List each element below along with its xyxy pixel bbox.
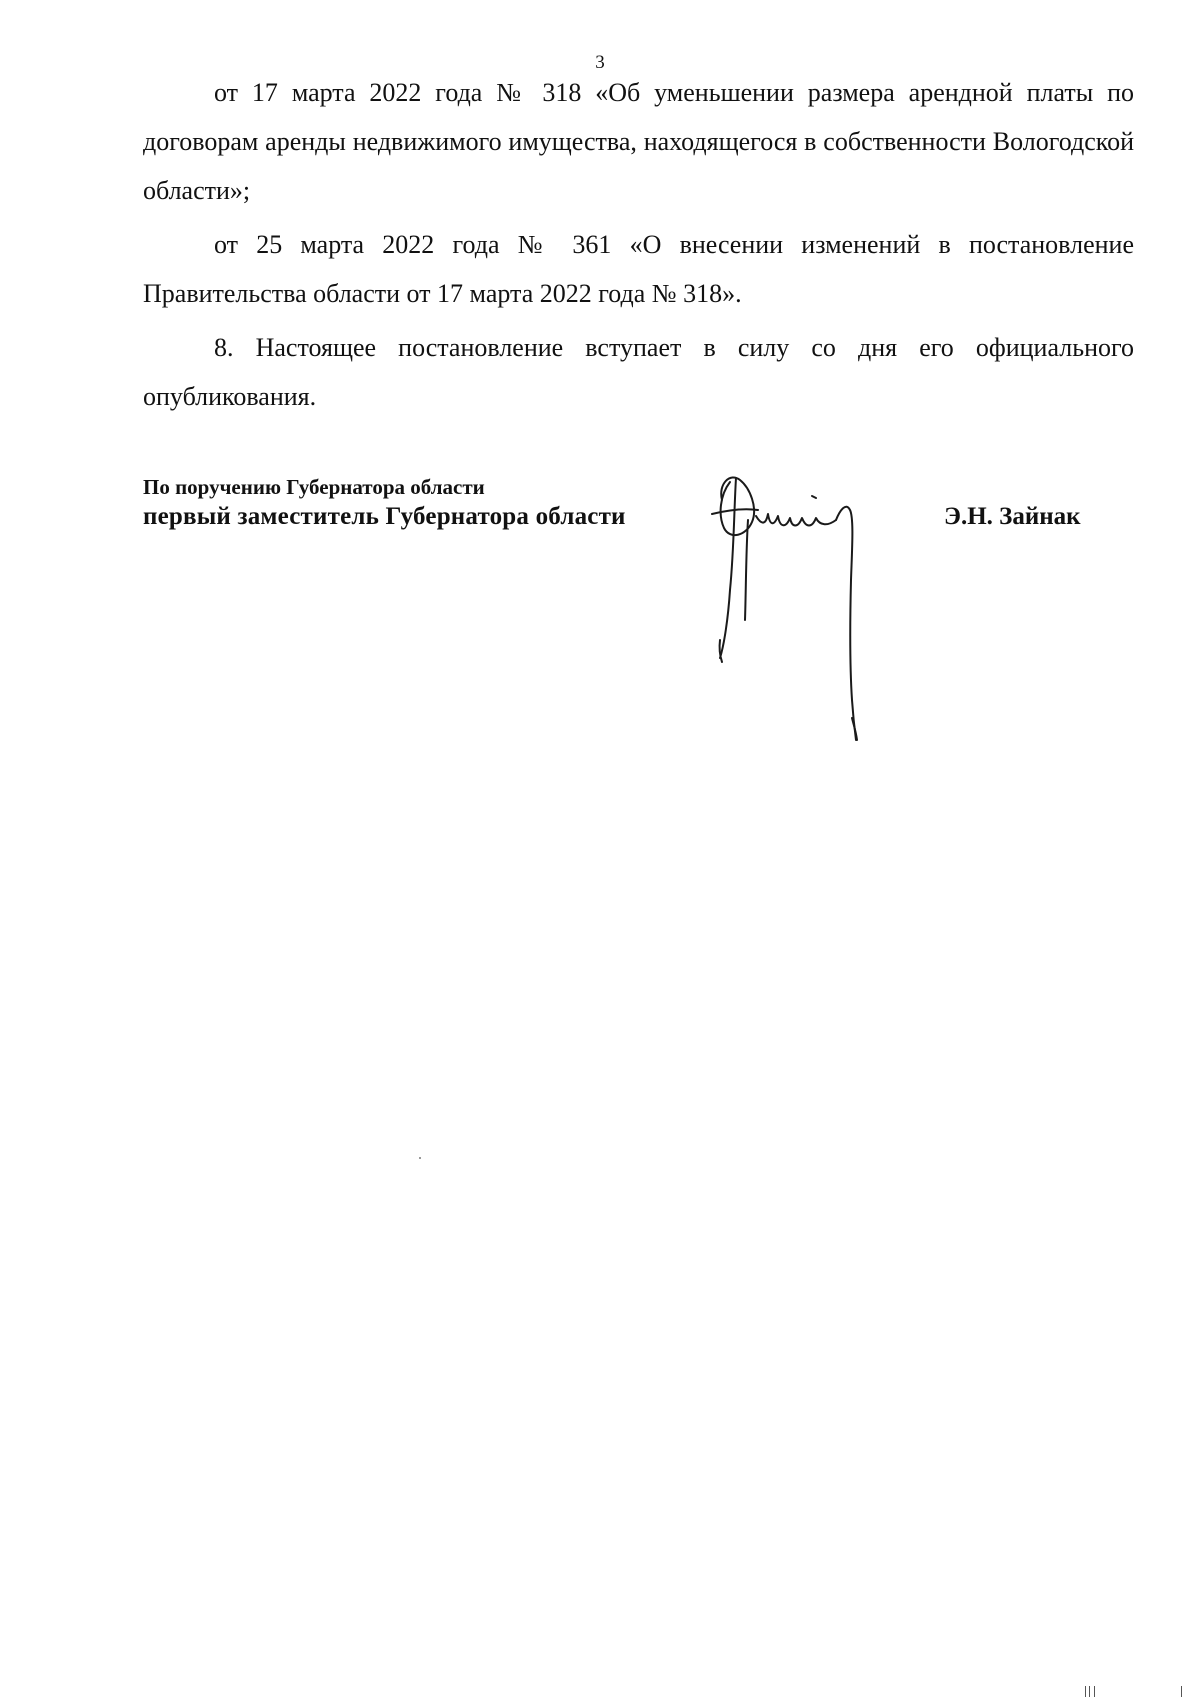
- scan-speck: [419, 1157, 421, 1159]
- paragraph-effective-date: 8. Настоящее постановление вступает в силу со дня его официального опубликования.: [143, 333, 1134, 411]
- document-body: [143, 68, 1134, 426]
- handwritten-signature-icon: [700, 470, 910, 745]
- scan-edge-mark: [1094, 1686, 1095, 1697]
- scan-edge-mark: [1181, 1686, 1182, 1697]
- signature-authority-line: По поручению Губернатора области: [143, 475, 485, 499]
- scan-edge-mark: [1089, 1686, 1090, 1697]
- paragraph-resolution-361: от 25 марта 2022 года № 361 «О внесении изменений в постановление Правительства области от 17 марта 2022 года № 318».: [143, 230, 1134, 308]
- signature-position-line: первый заместитель Губернатора области: [143, 503, 626, 530]
- scan-edge-mark: [1085, 1686, 1086, 1697]
- page-number: 3: [595, 52, 605, 73]
- paragraph-resolution-318: от 17 марта 2022 года № 318 «Об уменьшении размера арендной платы по договорам аренды недвижимого имущества, находящегося в собственности Вологодской области»;: [143, 78, 1134, 205]
- signer-name: Э.Н. Зайнак: [944, 503, 1081, 530]
